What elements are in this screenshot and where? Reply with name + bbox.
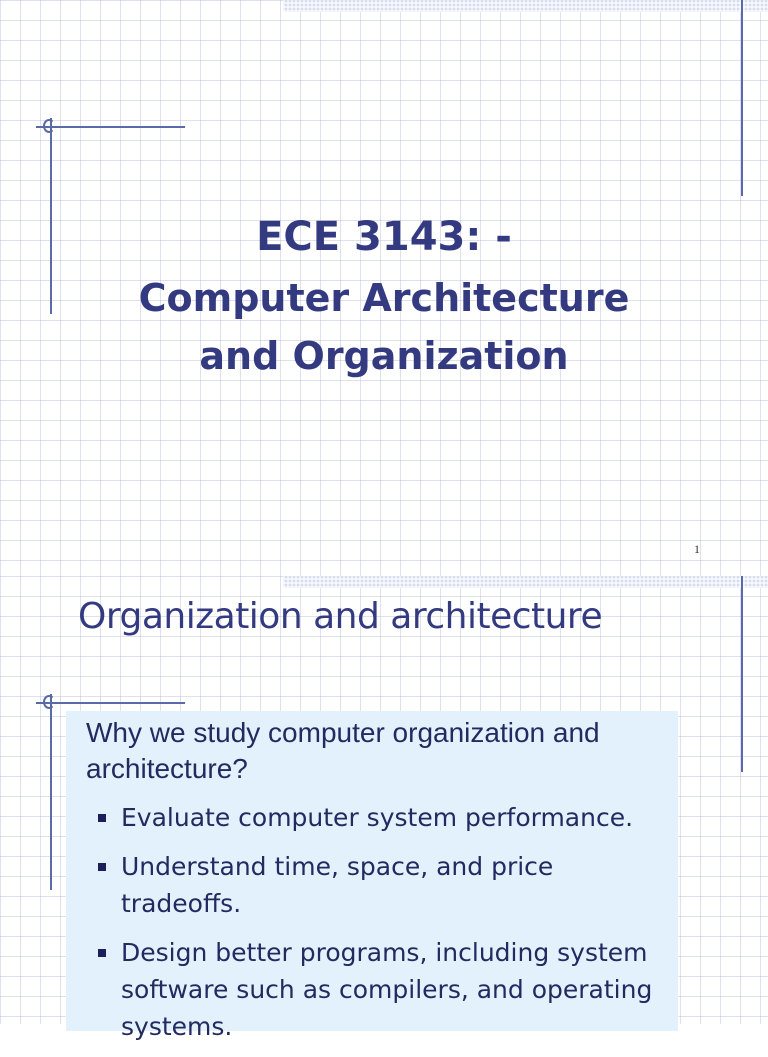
decorative-right-line bbox=[741, 576, 743, 772]
slide-number: 1 bbox=[694, 542, 700, 556]
slide-title: Organization and architecture bbox=[78, 596, 603, 637]
content-box bbox=[66, 711, 678, 1041]
decorative-top-bar bbox=[283, 0, 768, 12]
square-bullet-icon bbox=[98, 949, 106, 957]
bullet-text: Evaluate computer system performance. bbox=[121, 803, 634, 832]
course-code: ECE 3143: - bbox=[256, 214, 512, 260]
decorative-vertical-line bbox=[50, 694, 52, 890]
slide-title bbox=[80, 205, 688, 385]
bullet-list bbox=[96, 799, 676, 1057]
decorative-horizontal-line bbox=[36, 702, 185, 704]
decorative-right-line bbox=[741, 0, 743, 196]
decorative-ring-icon bbox=[43, 119, 55, 133]
square-bullet-icon bbox=[98, 814, 106, 822]
course-name-line1: Computer Architecture bbox=[138, 276, 630, 320]
bullet-text: Design better programs, including system software such as compilers, and operating systems. bbox=[121, 938, 653, 1041]
course-name-line2: and Organization bbox=[199, 334, 569, 378]
decorative-horizontal-line bbox=[36, 126, 185, 128]
bullet-item bbox=[96, 799, 676, 836]
content-slide bbox=[0, 576, 768, 1041]
intro-question: Why we study computer organization and architecture? bbox=[86, 717, 600, 784]
bullet-item bbox=[96, 848, 676, 922]
decorative-top-bar bbox=[283, 576, 768, 588]
bullet-text: Understand time, space, and price tradeoffs. bbox=[121, 852, 554, 918]
decorative-ring-icon bbox=[43, 695, 55, 709]
decorative-vertical-line bbox=[50, 118, 52, 314]
square-bullet-icon bbox=[98, 863, 106, 871]
bullet-item bbox=[96, 934, 676, 1045]
